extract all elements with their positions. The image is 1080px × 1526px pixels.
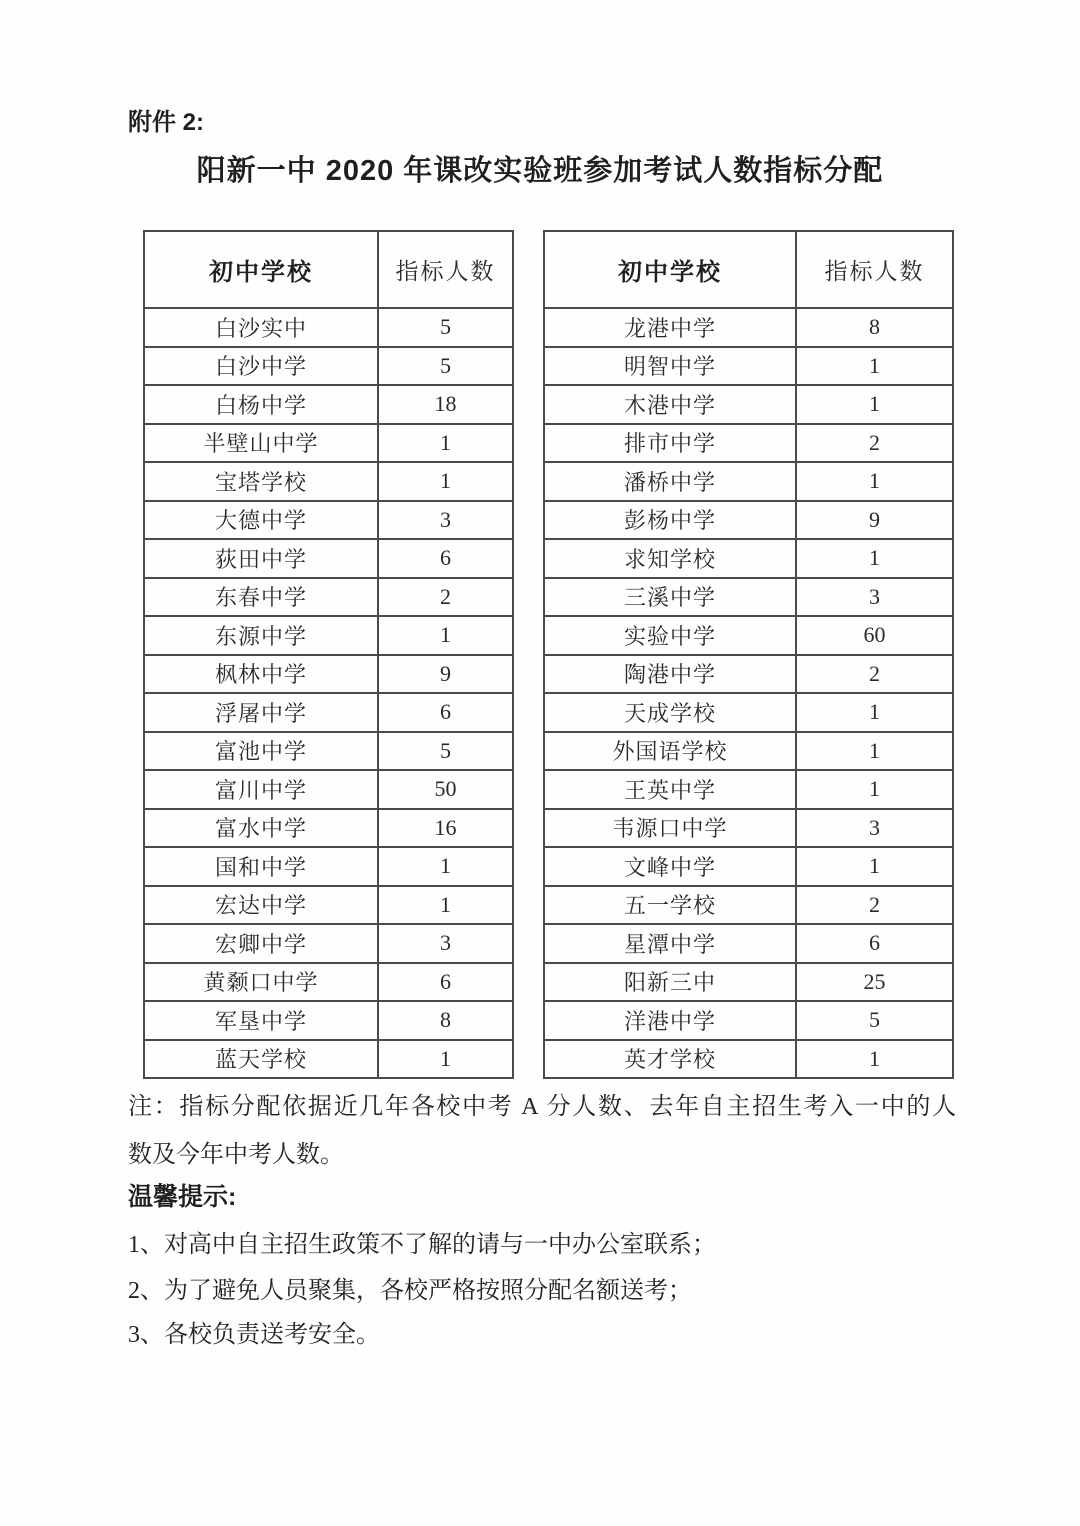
- quota-table-left-body: [144, 308, 513, 1078]
- quota-value: 6: [378, 539, 513, 578]
- school-name: 阳新三中: [544, 963, 796, 1002]
- table-row: [144, 886, 513, 925]
- school-name: 五一学校: [544, 886, 796, 925]
- quota-value: 1: [796, 693, 953, 732]
- school-name: 国和中学: [144, 847, 378, 886]
- school-name: 实验中学: [544, 616, 796, 655]
- quota-value: 1: [796, 770, 953, 809]
- school-name: 英才学校: [544, 1040, 796, 1079]
- quota-value: 8: [378, 1001, 513, 1040]
- table-row: [544, 462, 953, 501]
- table-row: [544, 616, 953, 655]
- quota-value: 2: [796, 424, 953, 463]
- table-row: [544, 847, 953, 886]
- column-header-quota: 指标人数: [378, 231, 513, 308]
- school-name: 宏卿中学: [144, 924, 378, 963]
- quota-value: 1: [796, 1040, 953, 1079]
- school-name: 枫林中学: [144, 655, 378, 694]
- quota-value: 1: [378, 462, 513, 501]
- tips-title: 温馨提示:: [128, 1183, 237, 1211]
- quota-value: 25: [796, 963, 953, 1002]
- quota-value: 1: [796, 385, 953, 424]
- table-row: [544, 539, 953, 578]
- quota-value: 60: [796, 616, 953, 655]
- school-name: 洋港中学: [544, 1001, 796, 1040]
- quota-value: 1: [796, 462, 953, 501]
- school-name: 大德中学: [144, 501, 378, 540]
- quota-value: 8: [796, 308, 953, 347]
- school-name: 星潭中学: [544, 924, 796, 963]
- table-row: [144, 539, 513, 578]
- quota-value: 1: [378, 847, 513, 886]
- table-row: [144, 963, 513, 1002]
- table-row: [144, 385, 513, 424]
- note-text-line-1: 注：指标分配依据近几年各校中考 A 分人数、去年自主招生考入一中的人: [128, 1094, 958, 1120]
- school-name: 明智中学: [544, 347, 796, 386]
- table-row: [144, 501, 513, 540]
- quota-value: 1: [378, 1040, 513, 1079]
- quota-value: 6: [378, 693, 513, 732]
- table-row: [544, 424, 953, 463]
- school-name: 半壁山中学: [144, 424, 378, 463]
- school-name: 排市中学: [544, 424, 796, 463]
- school-name: 外国语学校: [544, 732, 796, 771]
- quota-value: 5: [378, 308, 513, 347]
- school-name: 求知学校: [544, 539, 796, 578]
- quota-value: 18: [378, 385, 513, 424]
- column-header-quota: 指标人数: [796, 231, 953, 308]
- school-name: 宝塔学校: [144, 462, 378, 501]
- school-name: 蓝天学校: [144, 1040, 378, 1079]
- quota-value: 1: [378, 424, 513, 463]
- quota-value: 50: [378, 770, 513, 809]
- table-row: [544, 693, 953, 732]
- quota-table-right: [543, 230, 954, 1079]
- quota-table-right-body: [544, 308, 953, 1078]
- table-row: [544, 655, 953, 694]
- note-text-line-2: 数及今年中考人数。: [128, 1142, 344, 1168]
- quota-value: 3: [378, 924, 513, 963]
- quota-value: 6: [378, 963, 513, 1002]
- table-header-row: [544, 231, 953, 308]
- tip-item-2: 2、为了避免人员聚集，各校严格按照分配名额送考；: [128, 1278, 692, 1304]
- school-name: 富水中学: [144, 809, 378, 848]
- table-row: [544, 809, 953, 848]
- table-row: [144, 578, 513, 617]
- table-row: [544, 347, 953, 386]
- column-header-school: 初中学校: [144, 231, 378, 308]
- table-row: [144, 308, 513, 347]
- table-row: [144, 424, 513, 463]
- school-name: 东源中学: [144, 616, 378, 655]
- quota-value: 2: [796, 655, 953, 694]
- table-row: [144, 462, 513, 501]
- school-name: 富川中学: [144, 770, 378, 809]
- school-name: 潘桥中学: [544, 462, 796, 501]
- school-name: 三溪中学: [544, 578, 796, 617]
- table-row: [144, 655, 513, 694]
- school-name: 黄颡口中学: [144, 963, 378, 1002]
- school-name: 军垦中学: [144, 1001, 378, 1040]
- table-row: [144, 847, 513, 886]
- table-row: [544, 770, 953, 809]
- quota-value: 5: [378, 732, 513, 771]
- table-row: [544, 886, 953, 925]
- school-name: 彭杨中学: [544, 501, 796, 540]
- quota-value: 5: [796, 1001, 953, 1040]
- school-name: 木港中学: [544, 385, 796, 424]
- tip-item-1: 1、对高中自主招生政策不了解的请与一中办公室联系；: [128, 1232, 716, 1258]
- table-row: [544, 385, 953, 424]
- table-row: [544, 963, 953, 1002]
- quota-value: 3: [378, 501, 513, 540]
- table-row: [144, 693, 513, 732]
- quota-value: 1: [796, 539, 953, 578]
- quota-value: 1: [796, 732, 953, 771]
- table-row: [544, 501, 953, 540]
- school-name: 天成学校: [544, 693, 796, 732]
- quota-value: 1: [796, 847, 953, 886]
- table-row: [544, 308, 953, 347]
- table-row: [144, 770, 513, 809]
- school-name: 宏达中学: [144, 886, 378, 925]
- quota-value: 1: [378, 616, 513, 655]
- school-name: 富池中学: [144, 732, 378, 771]
- table-row: [544, 732, 953, 771]
- quota-value: 1: [796, 347, 953, 386]
- quota-table-left: [143, 230, 514, 1079]
- quota-value: 9: [796, 501, 953, 540]
- table-row: [544, 924, 953, 963]
- table-row: [144, 616, 513, 655]
- table-row: [144, 347, 513, 386]
- quota-value: 16: [378, 809, 513, 848]
- school-name: 荻田中学: [144, 539, 378, 578]
- quota-value: 1: [378, 886, 513, 925]
- school-name: 龙港中学: [544, 308, 796, 347]
- school-name: 浮屠中学: [144, 693, 378, 732]
- table-header-row: [144, 231, 513, 308]
- attachment-label: 附件 2:: [128, 109, 205, 136]
- school-name: 东春中学: [144, 578, 378, 617]
- page-title: 阳新一中 2020 年课改实验班参加考试人数指标分配: [196, 155, 884, 187]
- table-row: [144, 1040, 513, 1079]
- school-name: 白沙中学: [144, 347, 378, 386]
- table-row: [144, 732, 513, 771]
- quota-value: 5: [378, 347, 513, 386]
- quota-value: 2: [796, 886, 953, 925]
- school-name: 文峰中学: [544, 847, 796, 886]
- table-row: [144, 1001, 513, 1040]
- table-row: [544, 578, 953, 617]
- table-row: [144, 809, 513, 848]
- table-row: [144, 924, 513, 963]
- quota-value: 2: [378, 578, 513, 617]
- school-name: 王英中学: [544, 770, 796, 809]
- quota-value: 3: [796, 578, 953, 617]
- table-row: [544, 1001, 953, 1040]
- quota-value: 3: [796, 809, 953, 848]
- school-name: 白杨中学: [144, 385, 378, 424]
- school-name: 韦源口中学: [544, 809, 796, 848]
- school-name: 白沙实中: [144, 308, 378, 347]
- table-row: [544, 1040, 953, 1079]
- column-header-school: 初中学校: [544, 231, 796, 308]
- school-name: 陶港中学: [544, 655, 796, 694]
- tip-item-3: 3、各校负责送考安全。: [128, 1322, 380, 1348]
- quota-value: 6: [796, 924, 953, 963]
- quota-value: 9: [378, 655, 513, 694]
